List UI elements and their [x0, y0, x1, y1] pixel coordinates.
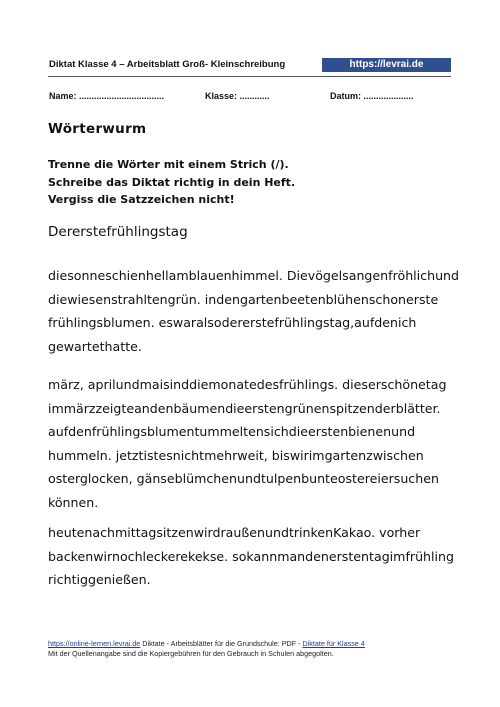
worksheet-title: Diktat Klasse 4 – Arbeitsblatt Groß- Kleinschreibung	[49, 59, 286, 70]
header-divider	[48, 76, 451, 77]
text-line: hummeln. jetztistesnichtmehrweit, biswirimgartenzwischen	[48, 447, 424, 463]
klasse-field-label: Klasse: ............	[205, 91, 270, 101]
instructions	[48, 156, 295, 209]
dictation-paragraph	[48, 373, 468, 514]
site-badge[interactable]: https://levrai.de	[322, 58, 451, 72]
dictation-title: Dererstefrühlingstag	[48, 224, 188, 240]
instruction-line: Schreibe das Diktat richtig in dein Heft.	[48, 175, 296, 189]
footer	[48, 639, 365, 659]
instruction-line: Trenne die Wörter mit einem Strich (/).	[48, 158, 289, 171]
footer-class-link[interactable]: Diktate für Klasse 4	[302, 639, 365, 648]
footer-site-link[interactable]: https://online-lernen.levrai.de	[48, 639, 141, 648]
dictation-paragraph	[48, 521, 468, 592]
footer-line	[48, 639, 365, 649]
section-title: Wörterwurm	[48, 121, 147, 137]
text-line: gewartethatte.	[48, 338, 142, 354]
footer-notice: Mit der Quellenangabe sind die Kopiergebühren für den Gebrauch in Schulen abgegolten.	[48, 649, 334, 658]
text-line: richtiggenießen.	[48, 572, 151, 587]
text-line: osterglocken, gänseblümchenundtulpenbunteostereiersuchen	[48, 471, 439, 486]
text-line: immärzzeigteandenbäumendieerstengrünenspitzenderblätter.	[48, 400, 441, 416]
text-line: märz, aprilundmaisinddiemonatedesfrühlings. dieserschönetag	[48, 377, 447, 392]
dictation-paragraph	[48, 264, 468, 358]
text-line: backenwirnochleckerekekse. sokannmandenerstentagimfrühling	[48, 548, 454, 564]
datum-field-label: Datum: ....................	[330, 91, 414, 101]
text-line: frühlingsblumen. eswaralsodererstefrühlingstag,aufdenich	[48, 315, 417, 330]
text-line: heutenachmittagsitzenwirdraußenundtrinkenKakao. vorher	[48, 525, 421, 540]
text-line: diesonneschienhellamblauenhimmel. Dievögelsangenfröhlichund	[48, 268, 460, 283]
text-line: können.	[48, 494, 99, 510]
footer-text: Diktate - Arbeitsblätter für die Grundschule: PDF -	[140, 639, 303, 648]
text-line: aufdenfrühlingsblumentummeltensichdieerstenbienenund	[48, 424, 416, 439]
instruction-line: Vergiss die Satzzeichen nicht!	[48, 193, 235, 206]
text-line: diewiesenstrahltengrün. indengartenbeetenblühenschonerste	[48, 291, 439, 307]
name-field-label: Name: ..................................	[49, 91, 165, 101]
